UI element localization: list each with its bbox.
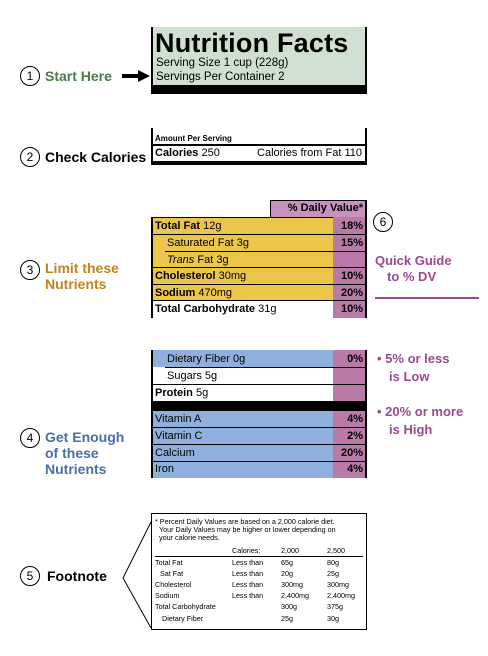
nutrient-row-sugars bbox=[153, 368, 365, 385]
label-title-block bbox=[151, 27, 367, 94]
sodium-amount: 470mg bbox=[198, 287, 233, 299]
footnote-row-limit: Less than bbox=[232, 558, 264, 567]
thick-divider bbox=[153, 401, 365, 411]
calcium-name: Calcium bbox=[155, 447, 195, 459]
vitamin-c-pct: 2% bbox=[347, 430, 363, 442]
calories-row bbox=[155, 147, 220, 159]
footnote-header-2500: 2,500 bbox=[327, 546, 345, 555]
vitamin-c-name: Vitamin C bbox=[155, 430, 203, 442]
calories-value: 250 bbox=[201, 147, 220, 159]
servings-per-container: Servings Per Container 2 bbox=[156, 71, 285, 83]
footnote-row-2500: 2,400mg bbox=[327, 591, 355, 600]
quick-guide-underline bbox=[375, 297, 479, 299]
saturated-fat-amount: 3g bbox=[236, 237, 249, 249]
step-4-number: 4 bbox=[20, 428, 40, 448]
cholesterol-name: Cholesterol bbox=[155, 270, 216, 282]
carbohydrate-amount: 31g bbox=[258, 303, 277, 315]
step-4-label-line2: of these bbox=[45, 445, 99, 461]
footnote-row-2000: 65g bbox=[281, 558, 293, 567]
footnote-row-label: Sodium bbox=[155, 591, 180, 600]
vitamin-row bbox=[153, 411, 365, 428]
footnote-row-limit: Less than bbox=[232, 591, 264, 600]
calories-label: Calories bbox=[155, 147, 199, 159]
nutrient-row-total-fat bbox=[153, 218, 365, 235]
vitamin-row bbox=[153, 445, 365, 462]
footnote-row-label: Total Carbohydrate bbox=[155, 602, 216, 611]
guide-high-line2: is High bbox=[389, 422, 433, 437]
dietary-fiber-name: Dietary Fiber 0g bbox=[167, 353, 246, 365]
step-3-label-line1: Limit these bbox=[45, 260, 119, 276]
total-fat-amount: 12g bbox=[203, 220, 222, 232]
nutrient-row-total-carbohydrate bbox=[153, 301, 365, 318]
carbohydrate-pct: 10% bbox=[340, 303, 363, 315]
nutrient-row-saturated-fat bbox=[153, 235, 365, 252]
step-3-number: 3 bbox=[20, 260, 40, 280]
step-4-label-line1: Get Enough bbox=[45, 429, 125, 445]
calcium-pct: 20% bbox=[340, 447, 363, 459]
label-title: Nutrition Facts bbox=[155, 28, 349, 58]
trans-fat-amount: Fat 3g bbox=[197, 254, 229, 266]
sodium-pct: 20% bbox=[340, 287, 363, 299]
sugars-name: Sugars 5g bbox=[167, 370, 218, 382]
footnote-line1: * Percent Daily Values are based on a 2,000 calorie diet. bbox=[155, 517, 335, 526]
saturated-fat-pct: 15% bbox=[340, 237, 363, 249]
step-6-number: 6 bbox=[373, 212, 393, 232]
footnote-row-2000: 300mg bbox=[281, 580, 303, 589]
limit-nutrients-panel bbox=[151, 200, 367, 318]
vitamin-row bbox=[153, 461, 365, 478]
vitamin-a-name: Vitamin A bbox=[155, 413, 202, 425]
cholesterol-pct: 10% bbox=[340, 270, 363, 282]
step-4-label-line3: Nutrients bbox=[45, 461, 107, 477]
trans-fat-name: Trans bbox=[167, 254, 195, 266]
vitamin-row bbox=[153, 428, 365, 445]
protein-name: Protein bbox=[155, 387, 193, 399]
step-2-number: 2 bbox=[20, 147, 40, 167]
saturated-fat-name: Saturated Fat bbox=[167, 237, 234, 249]
footnote-row-label: Cholesterol bbox=[155, 580, 192, 589]
guide-low-line2: is Low bbox=[389, 369, 430, 384]
amount-per-serving: Amount Per Serving bbox=[155, 134, 232, 143]
daily-value-header bbox=[270, 200, 367, 217]
footnote-line3: your calorie needs. bbox=[159, 533, 220, 542]
dietary-fiber-pct: 0% bbox=[347, 353, 363, 365]
footnote-row-limit: Less than bbox=[232, 580, 264, 589]
footnote-row-label: Sat Fat bbox=[160, 569, 184, 578]
step-1-label: Start Here bbox=[45, 68, 112, 84]
nutrient-row-dietary-fiber bbox=[153, 351, 365, 368]
divider-bar bbox=[153, 85, 367, 94]
total-fat-name: Total Fat bbox=[155, 220, 201, 232]
footnote-header-2000: 2,000 bbox=[281, 546, 299, 555]
footnote-row-2000: 2,400mg bbox=[281, 591, 309, 600]
footnote-box bbox=[151, 513, 367, 630]
footnote-row-2500: 80g bbox=[327, 558, 339, 567]
footnote-header-calories: Calories: bbox=[232, 546, 261, 555]
step-3-label-line2: Nutrients bbox=[45, 276, 107, 292]
calories-from-fat: Calories from Fat 110 bbox=[257, 147, 362, 159]
panel-right-border bbox=[365, 217, 367, 318]
footnote-line2: Your Daily Values may be higher or lower depending on bbox=[159, 525, 336, 534]
step-2-label: Check Calories bbox=[45, 149, 147, 165]
serving-size: Serving Size 1 cup (228g) bbox=[156, 57, 289, 69]
cholesterol-amount: 30mg bbox=[218, 270, 247, 282]
iron-pct: 4% bbox=[347, 463, 363, 475]
footnote-row-2500: 375g bbox=[327, 602, 343, 611]
daily-value-header-text: % Daily Value* bbox=[287, 202, 363, 214]
footnote-row-2500: 25g bbox=[327, 569, 339, 578]
vitamin-a-pct: 4% bbox=[347, 413, 363, 425]
total-fat-pct: 18% bbox=[340, 220, 363, 232]
step-1-number: 1 bbox=[20, 66, 40, 86]
footnote-row-label: Dietary Fiber bbox=[162, 614, 204, 623]
quick-guide-line2: to % DV bbox=[387, 269, 437, 284]
thin-divider bbox=[153, 144, 365, 146]
guide-high-line1: • 20% or more bbox=[377, 404, 464, 419]
calories-block bbox=[151, 128, 367, 165]
footnote-row-2500: 300mg bbox=[327, 580, 349, 589]
protein-amount: 5g bbox=[195, 387, 209, 399]
footnote-bracket bbox=[118, 520, 154, 630]
quick-guide-line1: Quick Guide bbox=[375, 253, 452, 268]
nutrient-row-protein bbox=[153, 385, 365, 402]
footnote-row-limit: Less than bbox=[232, 569, 264, 578]
thick-divider bbox=[153, 161, 365, 165]
get-enough-panel bbox=[151, 350, 367, 478]
arrow-right-icon bbox=[122, 70, 150, 82]
footnote-row-2000: 300g bbox=[281, 602, 297, 611]
footnote-row-2500: 30g bbox=[327, 614, 339, 623]
step-5-number: 5 bbox=[20, 566, 40, 586]
step-5-label: Footnote bbox=[47, 568, 107, 584]
carbohydrate-name: Total Carbohydrate bbox=[155, 303, 256, 315]
footnote-divider bbox=[155, 556, 363, 557]
footnote-row-label: Total Fat bbox=[155, 558, 183, 567]
footnote-row-2000: 20g bbox=[281, 569, 293, 578]
footnote-row-2000: 25g bbox=[281, 614, 293, 623]
guide-low-line1: • 5% or less bbox=[377, 351, 450, 366]
sodium-name: Sodium bbox=[155, 287, 196, 299]
nutrient-row-cholesterol bbox=[153, 268, 365, 285]
iron-name: Iron bbox=[155, 463, 174, 475]
